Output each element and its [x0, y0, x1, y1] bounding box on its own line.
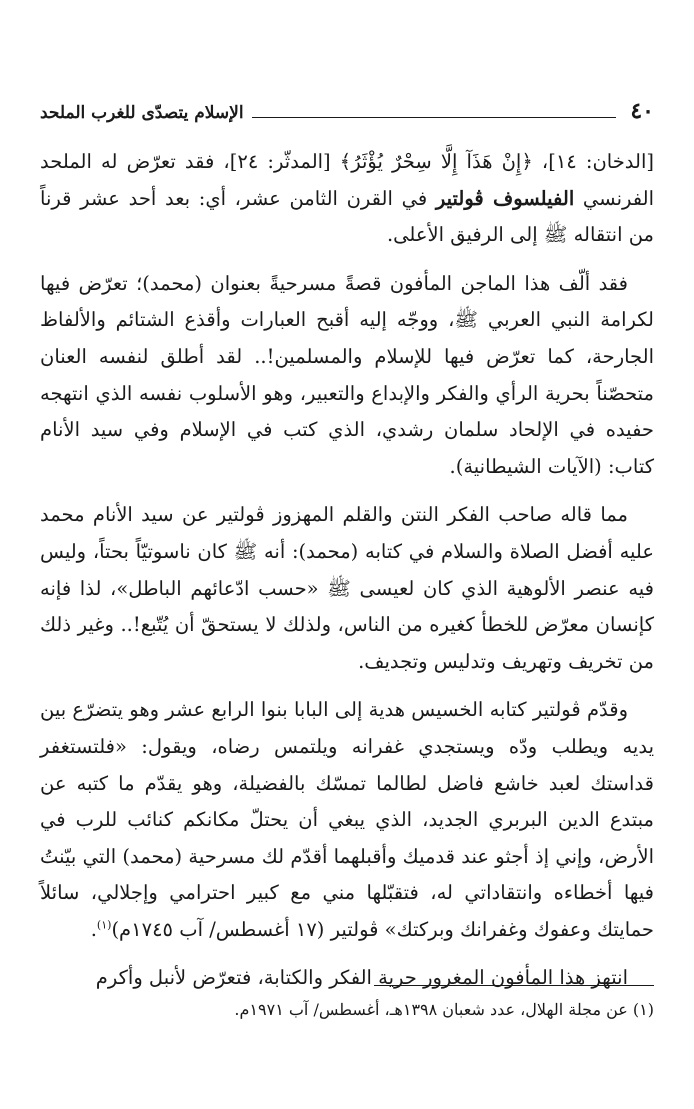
paragraph-3: مما قاله صاحب الفكر النتن والقلم المهزوز ڤولتير عن سيد الأنام محمد عليه أفضل الصلاة والسلام في كتابه (محمد): أنه ﷺ كان ناسوتيّاً بحتاً، وليس فيه عنصر الألوهية الذي كان لعيسى ﷺ «حسب ادّعائهم الباطل»، لذا فإنه كإنسان معرّض للخطأ كغيره من الناس، ولذلك لا يستحقّ أن يُتّبع!.. وغير ذلك من تخريف وتهريف وتدليس وتجديف.: [40, 503, 654, 673]
paragraph-4: [40, 692, 654, 948]
footnote: (١) عن مجلة الهلال، عدد شعبان ١٣٩٨هـ، أغسطس/ آب ١٩٧١م.: [234, 1000, 654, 1019]
book-title: الإسلام يتصدّى للغرب الملحد: [40, 103, 244, 123]
paragraph-5: انتهز هذا المأفون المغرور حرية الفكر والكتابة، فتعرّض لأنبل وأكرم: [95, 966, 628, 990]
running-header: [40, 92, 654, 122]
paragraph-1-start: [الدخان: ١٤]، ﴿إِنْ هَذَآ إِلَّا سِحْرٌ يُؤْثَرُ﴾ [المدثّر: ٢٤]، فقد تعرّض له الملحد الفرنسي: [40, 150, 654, 210]
paragraph-4-end: .: [90, 917, 97, 941]
philosopher-name: الفيلسوف ڤولتير: [435, 186, 575, 210]
book-page: [40, 0, 654, 1109]
footnote-rule: [374, 985, 654, 986]
page-number: ٤٠: [630, 98, 654, 124]
paragraph-2: فقد ألّف هذا الماجن المأفون قصةً مسرحيةً بعنوان (محمد)؛ تعرّض فيها لكرامة النبي العربي ﷺ، ووجّه إليه أقبح العبارات وأقذع الشتائم والألفاظ الجارحة، كما تعرّض فيها للإسلام والمسلمين!.. لقد أطلق لنفسه العنان متحصّناً بحرية الرأي والفكر والإبداع والتعبير، وهو الأسلوب نفسه الذي انتهجه حفيده في الإلحاد سلمان رشدي، الذي كتب في الإسلام وفي سيد الأنام كتاب: (الآيات الشيطانية).: [40, 271, 654, 478]
footnote-marker: (١): [96, 918, 112, 932]
header-rule: [252, 117, 617, 118]
paragraph-1: [40, 144, 654, 254]
paragraph-4-text: وقدّم ڤولتير كتابه الخسيس هدية إلى البابا بنوا الرابع عشر وهو يتضرّع بين يديه ويطلب ودّه ويستجدي غفرانه ويلتمس رضاه، ويقول: «فلتستغفر قداستك لعبد خاشع فاضل لطالما تمسّك بالفضيلة، وهو يقدّم ما كتبه عن مبتدع الدين البربري الجديد، الذي يبغي أن يحتلّ مكانكم كنائب للرب في الأرض، وإني إذ أجثو عند قدميك وأقبلهما أقدّم لك مسرحية (محمد) التي بيّنتُ فيها أخطاءه وانتقاداتي له، فتقبّلها مني مع كبير احترامي وإجلالي، سائلاً حمايتك وعفوك وغفرانك وبركتك» ڤولتير (١٧ أغسطس/ آب ١٧٤٥م): [40, 698, 654, 941]
paragraph-1-end: في القرن الثامن عشر، أي: بعد أحد عشر قرناً من انتقاله ﷺ إلى الرفيق الأعلى.: [40, 186, 654, 247]
body-text: [40, 144, 654, 1009]
